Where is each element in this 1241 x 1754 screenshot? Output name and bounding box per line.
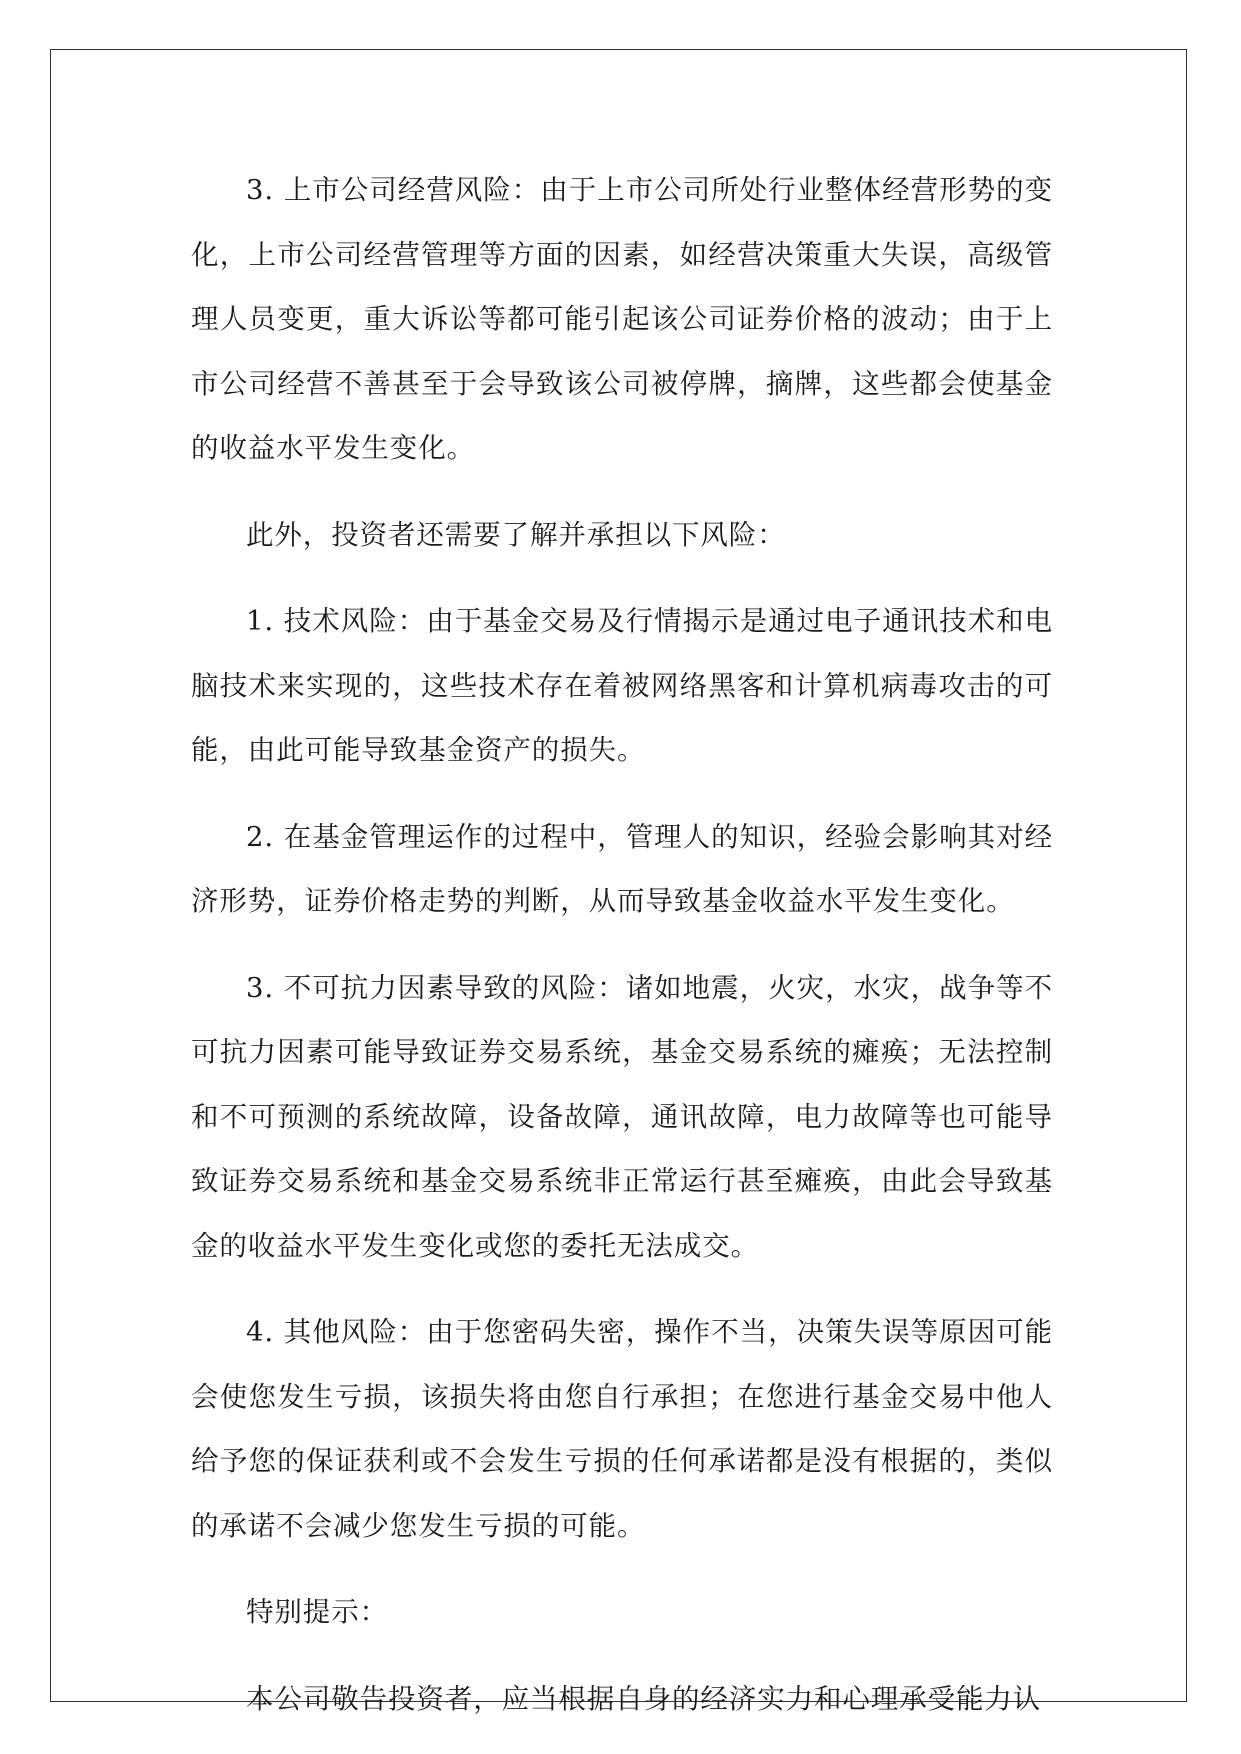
paragraph-technical-risk: 1. 技术风险：由于基金交易及行情揭示是通过电子通讯技术和电脑技术来实现的，这些技术存在着被网络黑客和计算机病毒攻击的可能，由此可能导致基金资产的损失。 [191, 605, 1053, 766]
paragraph-company-advisory: 本公司敬告投资者，应当根据自身的经济实力和心理承受能力认 [246, 1682, 1042, 1715]
paragraph-force-majeure-risk: 3. 不可抗力因素导致的风险：诸如地震，火灾，水灾，战争等不可抗力因素可能导致证券交易系统，基金交易系统的瘫痪；无法控制和不可预测的系统故障，设备故障，通讯故障，电力故障等也可能导致证券交易系统和基金交易系统非正常运行甚至瘫痪，由此会导致基金的收益水平发生变化或您的委托无法成交。 [191, 971, 1053, 1262]
document-body [191, 158, 1053, 1753]
paragraph-listed-company-operating-risk: 3. 上市公司经营风险：由于上市公司所处行业整体经营形势的变化，上市公司经营管理等方面的因素，如经营决策重大失误，高级管理人员变更，重大诉讼等都可能引起该公司证券价格的波动；由于上市公司经营不善甚至于会导致该公司被停牌，摘牌，这些都会使基金的收益水平发生变化。 [191, 174, 1053, 464]
paragraph-other-risks: 4. 其他风险：由于您密码失密，操作不当，决策失误等原因可能会使您发生亏损，该损失将由您自行承担；在您进行基金交易中他人给予您的保证获利或不会发生亏损的任何承诺都是没有根据的，类似的承诺不会减少您发生亏损的可能。 [191, 1316, 1053, 1542]
paragraph-special-notice-heading: 特别提示： [246, 1596, 388, 1628]
paragraph-additional-risks-intro: 此外，投资者还需要了解并承担以下风险： [246, 518, 786, 551]
paragraph-management-risk: 2. 在基金管理运作的过程中，管理人的知识，经验会影响其对经济形势，证券价格走势的判断，从而导致基金收益水平发生变化。 [191, 820, 1053, 917]
